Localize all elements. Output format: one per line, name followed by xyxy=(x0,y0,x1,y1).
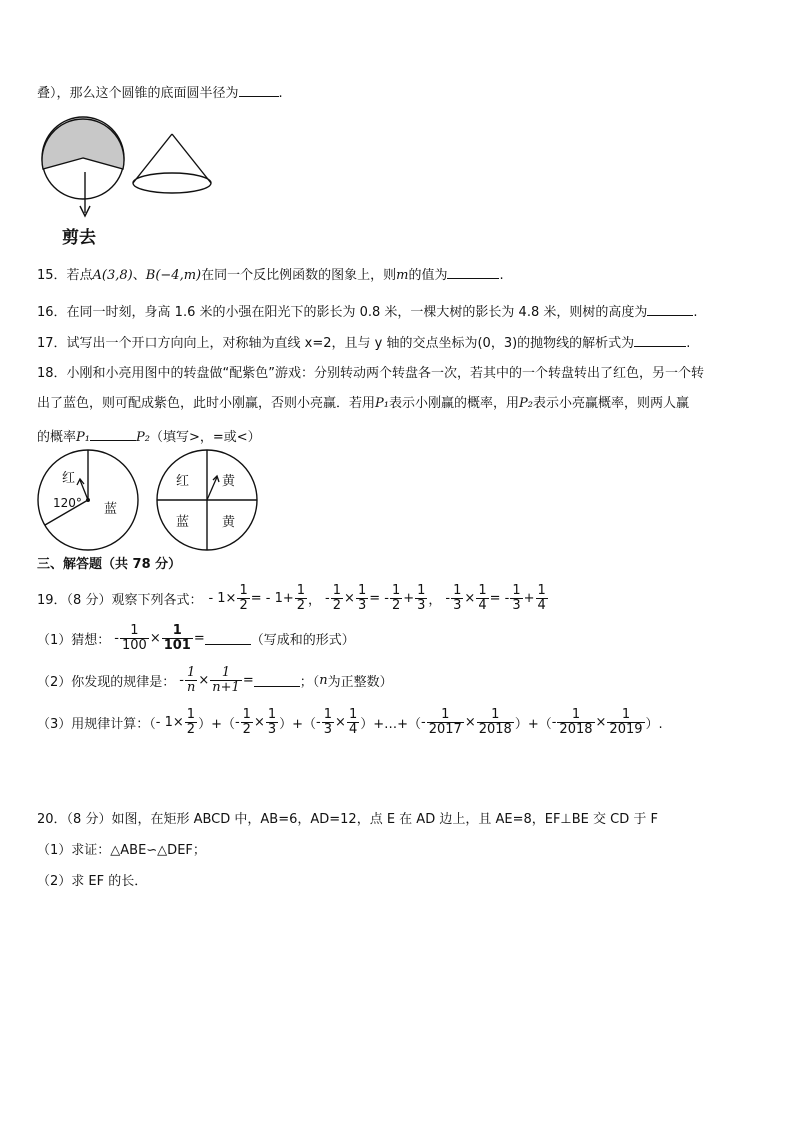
q19-part2: （2）你发现的规律是： - $\frac{1}{n}$ × $\frac{1}{n+1}$ = ；（ n 为正整数） xyxy=(37,664,393,695)
spinner2-red: 红 xyxy=(176,474,190,489)
q19-part2-blank xyxy=(254,673,300,687)
spinner2-yellow-bottom: 黄 xyxy=(222,515,236,530)
cone-right-edge xyxy=(172,134,211,183)
q15-line: 15．若点A(3,8)、B(−4,m)在同一个反比例函数的图象上，则m的值为 . xyxy=(37,265,504,284)
point-b: B(−4,m) xyxy=(145,268,202,283)
q15-answer-blank xyxy=(447,265,499,279)
q14-figure xyxy=(36,112,226,248)
q20-part1: （1）求证：△ABE∽△DEF； xyxy=(37,843,206,858)
spinner1-angle: 120° xyxy=(53,496,82,510)
point-a: A(3,8) xyxy=(92,268,133,283)
spinner2-blue: 蓝 xyxy=(176,515,190,530)
section3-title: 三、解答题（共 78 分） xyxy=(37,557,182,572)
q14-tail-text: 叠），那么这个圆锥的底面圆半径为 xyxy=(37,86,239,101)
cone-left-edge xyxy=(133,134,172,183)
q16-answer-blank xyxy=(647,302,693,316)
spinner2-pointer xyxy=(207,477,217,500)
q18-line1: 18．小刚和小亮用图中的转盘做“配紫色”游戏：分别转动两个转盘各一次，若其中的一个转盘转出了红色，另一个转 xyxy=(37,366,705,381)
q16-line: 16．在同一时刻，身高 1.6 米的小强在阳光下的影长为 0.8 米，一棵大树的影长为 4.8 米，则树的高度为 . xyxy=(37,302,698,321)
q20-line1: 20．（8 分）如图，在矩形 ABCD 中，AB=6，AD=12，点 E 在 AD 边上，且 AE=8，EF⊥BE 交 CD 于 F xyxy=(37,812,658,827)
q19-part1-blank xyxy=(205,631,251,645)
q14-answer-blank xyxy=(239,83,279,97)
q19-part1: （1）猜想： - $\frac{1}{100}$ × $\frac{1}{101}$ = （写成和的形式） xyxy=(37,622,355,653)
q19-part3: （3）用规律计算：（ - 1× $\frac{1}{2}$ ）+（ - $\frac{1}{2}$ × $\frac{1}{3}$ ）+（ - $\frac{1}{3}$ × $\frac{1}{4}$ ）+…+（ - $\frac{1}{2017}$ × $\frac{1}{2018}$ ）+（ - $\frac{1}{2018}$ × $\frac{1}{2019}$ ）. xyxy=(37,706,663,737)
spinner1-red: 红 xyxy=(62,471,76,486)
q18-spinners xyxy=(36,448,266,554)
q20-part2: （2）求 EF 的长． xyxy=(37,874,148,889)
q18-answer-blank xyxy=(90,427,136,441)
spinner1-center xyxy=(86,498,90,502)
q18-line3: 的概率P₁ P₂（填写>，=或<） xyxy=(37,427,261,446)
cut-label: 剪去 xyxy=(62,228,96,248)
q17-line: 17．试写出一个开口方向向上，对称轴为直线 x=2，且与 y 轴的交点坐标为(0，3)的抛物线的解析式为 . xyxy=(37,333,690,352)
q17-answer-blank xyxy=(634,333,686,347)
spinner2-yellow-top: 黄 xyxy=(222,474,236,489)
q19-head-line: 19．（8 分）观察下列各式： - 1× $\frac{1}{2}$ = - 1+ $\frac{1}{2}$ ， - $\frac{1}{2}$ × $\frac{1}{3}$ = - $\frac{1}{2}$ + $\frac{1}{3}$ ， - $\frac{1}{3}$ × $\frac{1}{4}$ = - $\frac{1}{3}$ + $\frac{1}{4}$ xyxy=(37,582,546,613)
cone-base xyxy=(133,173,211,193)
spinner1-blue: 蓝 xyxy=(104,502,118,517)
q18-line2: 出了蓝色，则可配成紫色，此时小刚赢，否则小亮赢．若用P₁表示小刚赢的概率，用P₂表示小亮赢概率，则两人赢 xyxy=(37,396,689,411)
q14-tail-line: 叠），那么这个圆锥的底面圆半径为 . xyxy=(37,83,283,102)
